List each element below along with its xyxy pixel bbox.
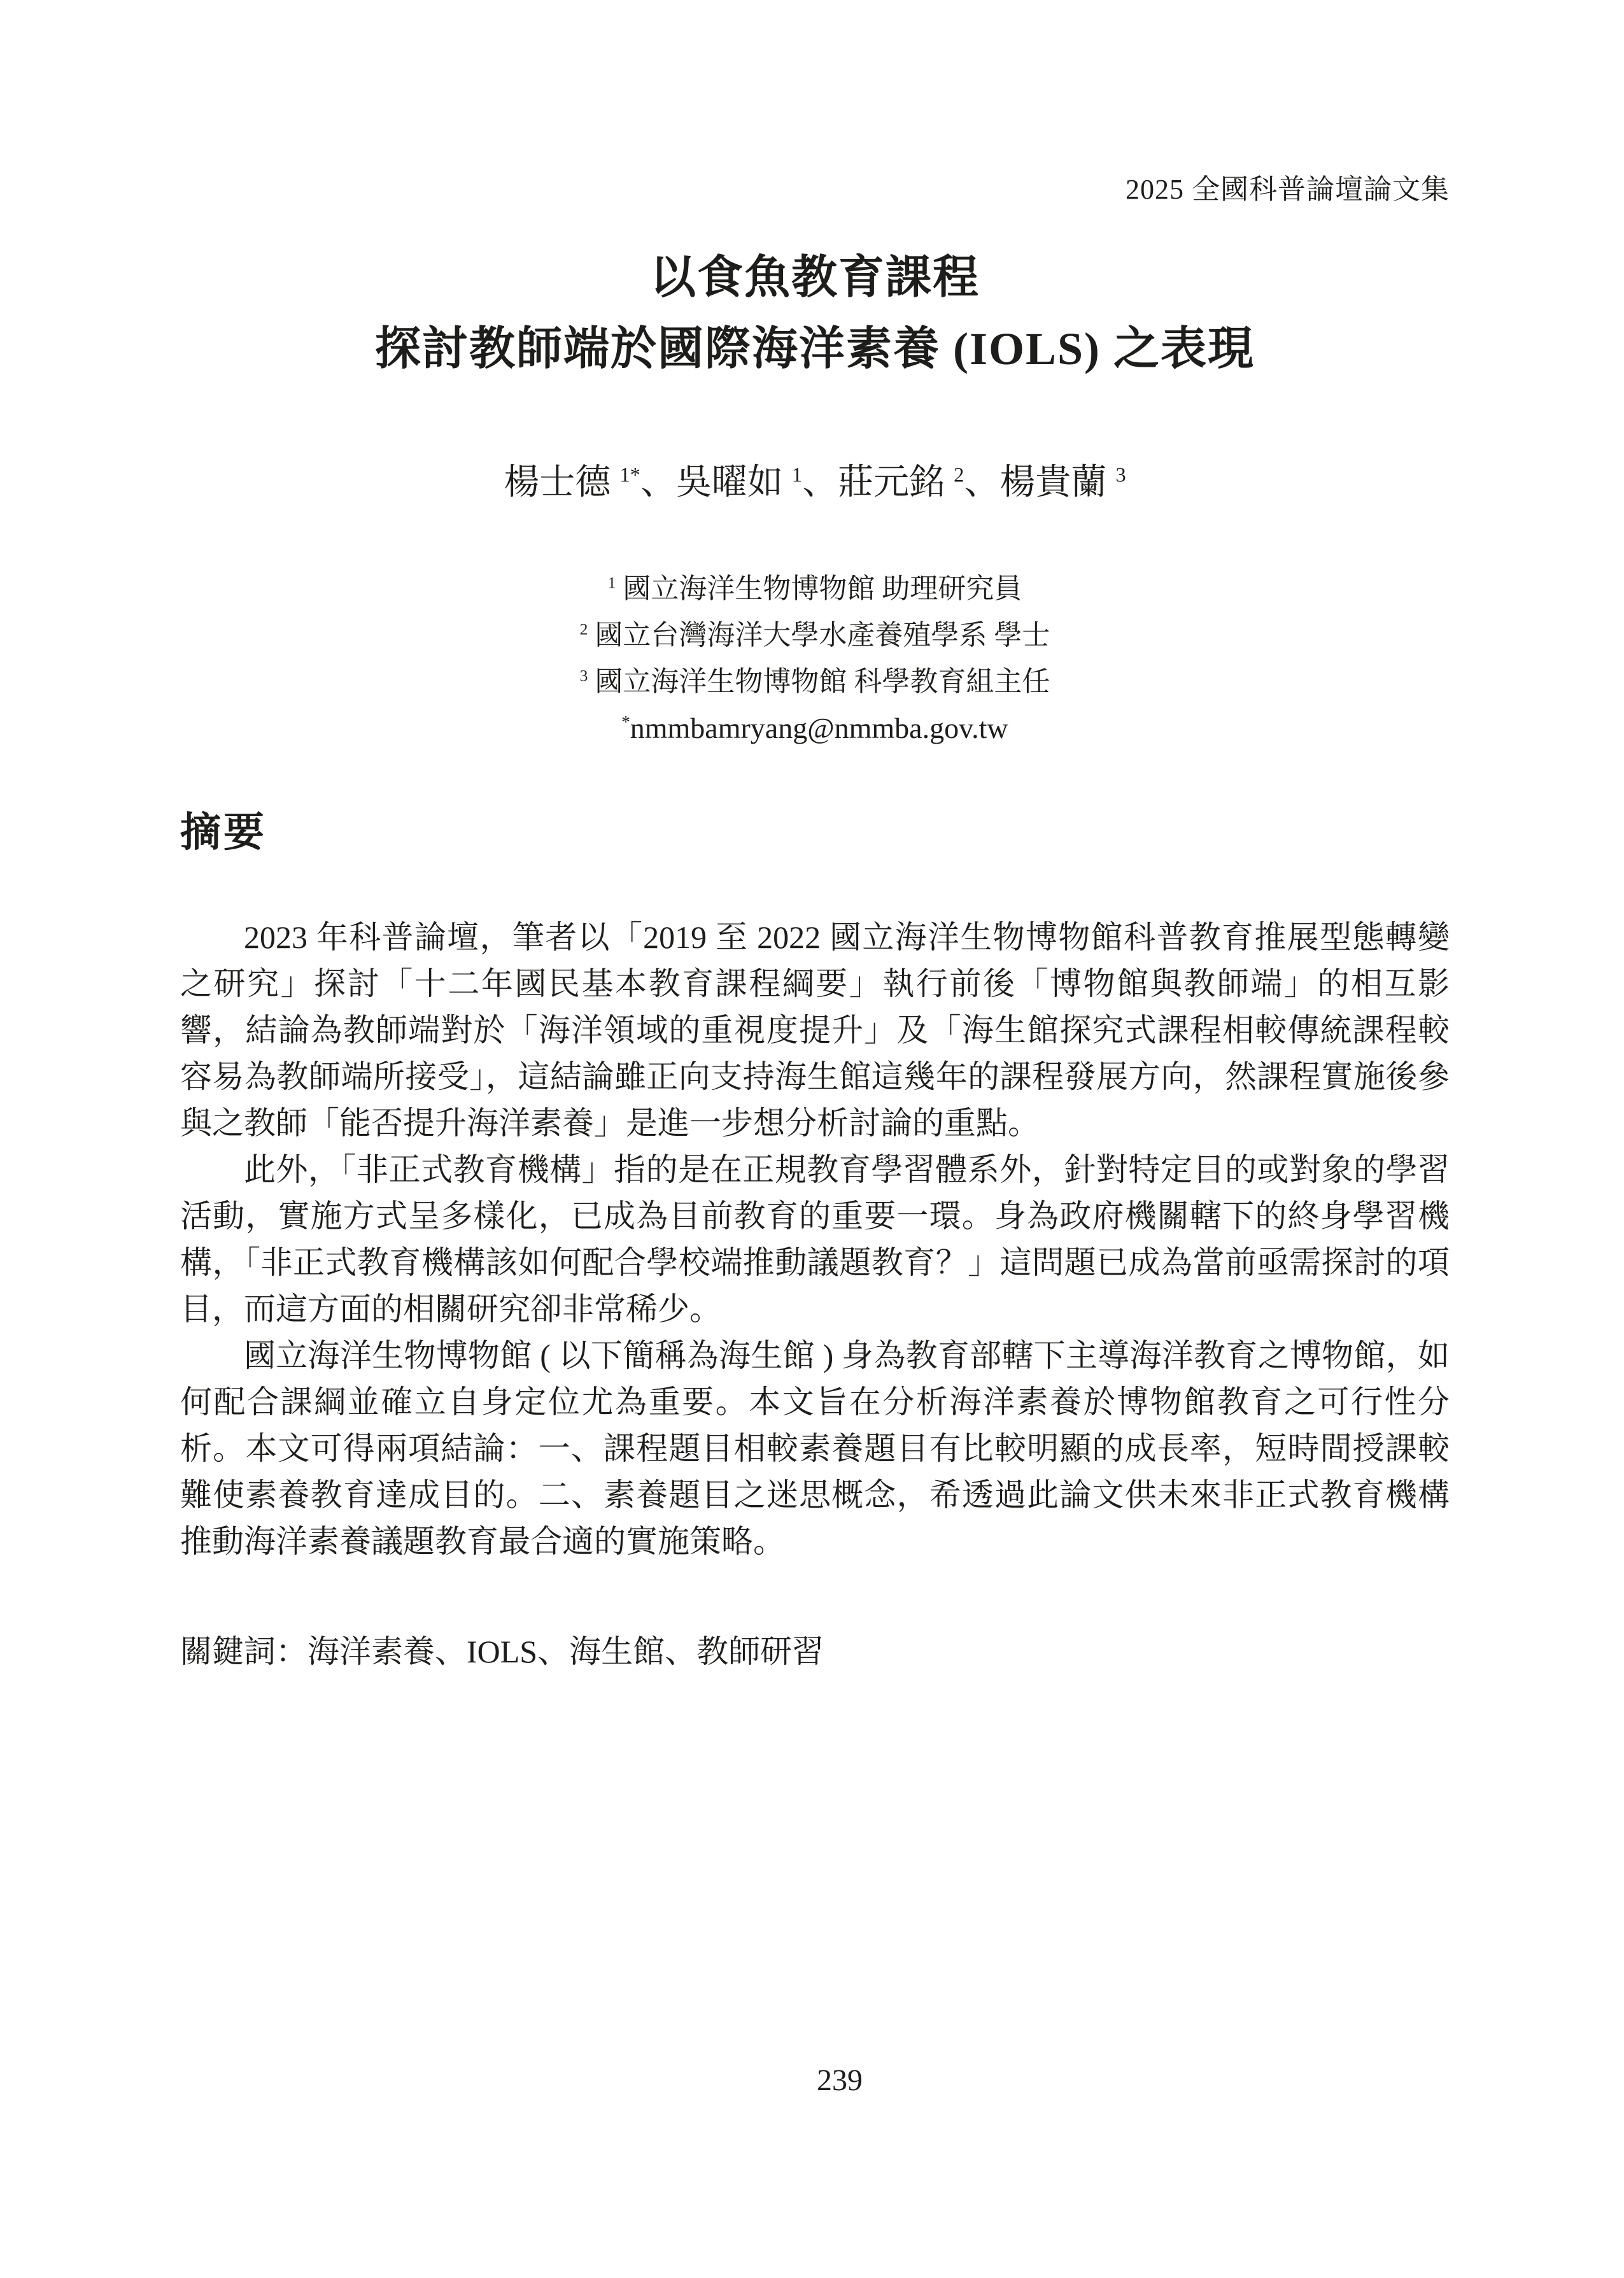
running-header: 2025 全國科普論壇論文集 xyxy=(1126,174,1450,205)
email-asterisk-sup: * xyxy=(621,712,630,732)
abstract-paragraph-2: 此外，「非正式教育機構」指的是在正規教育學習體系外，針對特定目的或對象的學習活動，實施方式呈多樣化，已成為目前教育的重要一環。身為政府機關轄下的終身學習機構，「非正式教育機構該如何配合學校端推動議題教育？」這問題已成為當前亟需探討的項目，而這方面的相關研究卻非常稀少。 xyxy=(180,1152,1450,1327)
author-affiliation-sup: 3 xyxy=(1115,463,1126,487)
affiliation-line xyxy=(180,612,1450,658)
abstract-body xyxy=(180,914,1450,1565)
affiliation-sup: 2 xyxy=(579,619,588,639)
email-line xyxy=(180,705,1450,751)
affiliation-sup: 1 xyxy=(607,573,616,592)
author-name: 莊元銘 xyxy=(838,463,945,502)
author-name: 吳曜如 xyxy=(675,463,783,502)
abstract-paragraph-1: 2023 年科普論壇，筆者以「2019 至 2022 國立海洋生物博物館科普教育推展型態轉變之研究」探討「十二年國民基本教育課程綱要」執行前後「博物館與教師端」的相互影響，結論為教師端對於「海洋領域的重視度提升」及「海生館探究式課程相較傳統課程較容易為教師端所接受」，這結論雖正向支持海生館這幾年的課程發展方向，然課程實施後參與之教師「能否提升海洋素養」是進一步想分析討論的重點。 xyxy=(180,919,1450,1141)
author-affiliation-sup: 1 xyxy=(791,463,803,487)
authors-line: 楊士德 $^{1*}$、吳曜如 $^1$、莊元銘 $^2$、楊貴蘭 $^3$ xyxy=(504,463,1126,502)
affiliation-line xyxy=(180,565,1450,612)
affiliation-line xyxy=(180,658,1450,705)
affiliation-sup: 3 xyxy=(579,666,588,685)
title-line-2: 探討教師端於國際海洋素養 (IOLS) 之表現 xyxy=(374,323,1255,374)
author-affiliation-sup: 2 xyxy=(954,463,964,487)
keywords-line: 關鍵詞：海洋素養、IOLS、海生館、教師研習 xyxy=(180,1634,824,1669)
author-name: 楊士德 xyxy=(504,463,611,502)
abstract-paragraph-3: 國立海洋生物博物館 ( 以下簡稱為海生館 ) 身為教育部轄下主導海洋教育之博物館，如何配合課綱並確立自身定位尤為重要。本文旨在分析海洋素養於博物館教育之可行性分析。本文可得兩項結論：一、課程題目相較素養題目有比較明顯的成長率，短時間授課較難使素養教育達成目的。二、素養題目之迷思概念，希透過此論文供未來非正式教育機構推動海洋素養議題教育最合適的實施策略。 xyxy=(180,1338,1450,1559)
title-line-1: 以食魚教育課程 xyxy=(649,252,980,303)
author-name: 楊貴蘭 xyxy=(999,463,1107,502)
abstract-heading: 摘要 xyxy=(180,810,267,855)
affiliation-text: 國立海洋生物博物館 科學教育組主任 xyxy=(588,666,1050,697)
email-address: nmmbamryang@nmmba.gov.tw xyxy=(630,712,1008,744)
author-affiliation-sup: 1* xyxy=(619,463,640,487)
affiliation-text: 國立海洋生物博物館 助理研究員 xyxy=(616,573,1022,604)
affiliation-text: 國立台灣海洋大學水產養殖學系 學士 xyxy=(588,619,1050,651)
affiliations-block xyxy=(180,565,1450,705)
paper-title xyxy=(180,242,1450,385)
page-number: 239 xyxy=(817,2063,863,2097)
